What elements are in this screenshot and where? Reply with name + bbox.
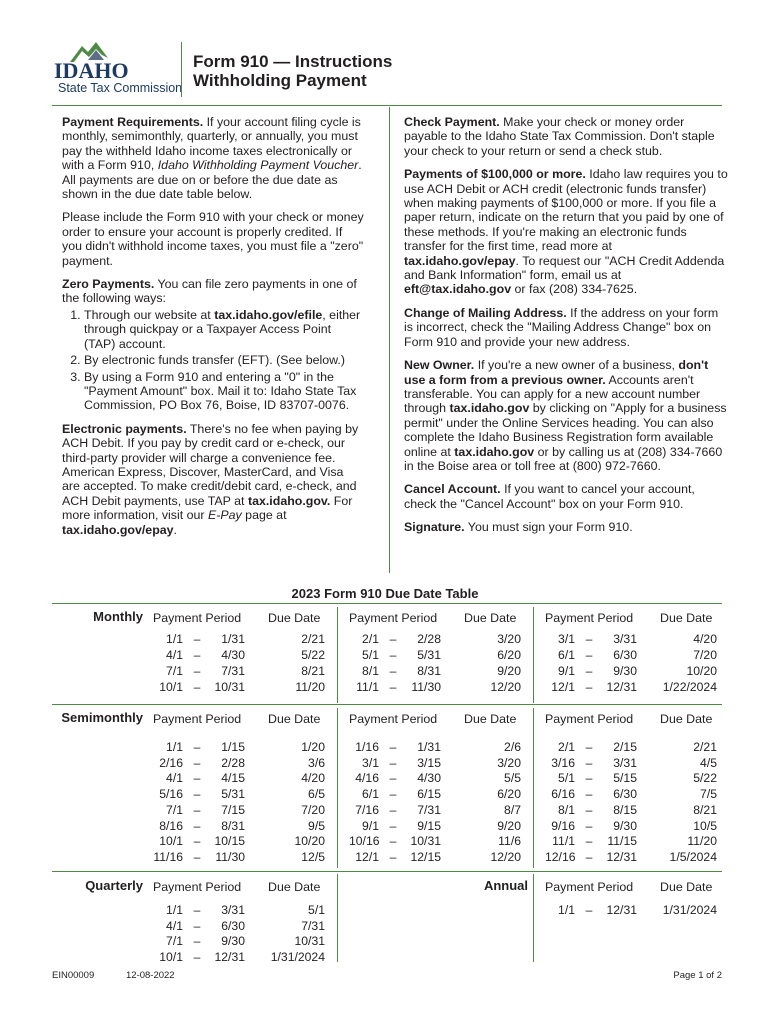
due-date: 2/6 [504, 740, 521, 754]
due-date: 7/5 [700, 787, 717, 802]
group-label-quarterly: Quarterly [85, 878, 143, 893]
due-date: 2/21 [693, 740, 717, 754]
table-row [153, 919, 333, 934]
column-header-due: Due Date [464, 712, 517, 726]
period-dash: – [193, 680, 201, 694]
period-start: 6/16 [551, 787, 575, 802]
table-row [153, 648, 333, 663]
period-dash: – [193, 632, 201, 646]
right-column [404, 115, 728, 544]
period-start: 9/1 [362, 818, 379, 833]
period-dash: – [389, 818, 397, 833]
table-row [545, 834, 725, 849]
period-end: 3/15 [417, 755, 441, 770]
column-header-period: Payment Period [153, 880, 242, 894]
table-column-rule [533, 874, 534, 962]
check-payment: Check Payment. Make your check or money order payable to the Idaho State Tax Commission. Don't staple your check to your return or send a check stub. [404, 115, 715, 158]
new-owner: New Owner. If you're a new owner of a business, don't use a form from a previous owner. Accounts aren't transferable. You can apply for a new account number through tax.idaho.gov by clicking on "Apply for a business permit" under the Online Services heading. You can also complete the Idaho Business Registration form available online at tax.idaho.gov or by calling us at (208) 334-7660 in the Boise area or toll free at (800) 972-7660. [404, 358, 727, 473]
due-date: 8/21 [301, 664, 325, 678]
table-rule [52, 603, 722, 604]
table-title: 2023 Form 910 Due Date Table [291, 586, 479, 601]
period-start: 2/16 [159, 755, 183, 770]
period-dash: – [585, 740, 593, 754]
period-start: 3/1 [558, 632, 575, 646]
group-label-semimonthly: Semimonthly [61, 710, 143, 725]
period-dash: – [389, 680, 397, 694]
list-item: 1. Through our website at tax.idaho.gov/efile, either through quickpay or a Taxpayer Access Point (TAP) account. [84, 308, 364, 351]
due-date: 9/20 [497, 664, 521, 678]
period-start: 5/1 [362, 648, 379, 662]
table-row [349, 771, 529, 786]
table-row [545, 819, 725, 834]
period-dash: – [389, 849, 397, 864]
page-subtitle: Withholding Payment [193, 71, 367, 90]
due-date: 9/20 [497, 818, 521, 833]
period-dash: – [585, 802, 593, 817]
header-divider [181, 42, 182, 97]
table-row [153, 756, 333, 771]
table-row [153, 903, 333, 918]
table-row [349, 664, 529, 679]
table-row [349, 850, 529, 865]
period-end: 7/31 [417, 802, 441, 817]
efile-link[interactable]: tax.idaho.gov/efile [214, 307, 323, 322]
period-start: 3/16 [551, 755, 575, 770]
table-row [153, 950, 333, 965]
table-row [153, 740, 333, 755]
table-row [545, 787, 725, 802]
eft-email-link[interactable]: eft@tax.idaho.gov [404, 282, 512, 297]
period-end: 4/30 [417, 771, 441, 786]
cancel-account: Cancel Account. If you want to cancel your account, check the "Cancel Account" box on your Form 910. [404, 482, 695, 511]
due-date: 9/5 [308, 818, 325, 833]
period-dash: – [389, 771, 397, 786]
period-end: 7/31 [221, 664, 245, 678]
period-dash: – [193, 648, 201, 662]
period-dash: – [193, 771, 201, 786]
period-dash: – [389, 648, 397, 662]
left-column [62, 115, 364, 546]
logo-subtitle: State Tax Commission [58, 81, 183, 95]
period-start: 1/1 [558, 903, 575, 917]
due-date: 2/21 [301, 632, 325, 646]
due-date: 5/22 [693, 771, 717, 786]
period-start: 11/1 [552, 834, 575, 849]
svg-text:IDAHO: IDAHO [54, 58, 129, 83]
period-end: 2/15 [613, 740, 637, 754]
period-start: 9/1 [558, 664, 575, 678]
period-start: 11/1 [356, 680, 379, 694]
period-end: 8/15 [613, 802, 637, 817]
zero-payment-list [62, 308, 364, 413]
period-dash: – [193, 755, 201, 770]
table-row [153, 680, 333, 695]
signature: Signature. You must sign your Form 910. [404, 520, 633, 535]
period-dash: – [193, 849, 201, 864]
period-end: 6/30 [221, 918, 245, 933]
period-end: 7/15 [221, 802, 245, 817]
large-payments: Payments of $100,000 or more. Idaho law requires you to use ACH Debit or ACH credit (electronic funds transfer) when making payments of $100,000 or more. If you file a paper return, indicate on the return that you paid by one of these methods. If you're making an electronic funds transfer for the first time, read more at tax.idaho.gov/epay. To request our "ACH Credit Addenda and Bank Information" form, email us at eft@tax.idaho.gov or fax (208) 334-7625. [404, 167, 728, 297]
table-row [545, 850, 725, 865]
due-date: 7/20 [301, 802, 325, 817]
table-row [349, 787, 529, 802]
due-date: 5/22 [301, 648, 325, 662]
due-date: 3/20 [497, 755, 521, 770]
due-date: 1/31/2024 [662, 903, 717, 917]
list-item: 2. By electronic funds transfer (EFT). (See below.) [84, 353, 364, 367]
period-start: 1/1 [166, 903, 183, 917]
due-date: 7/31 [301, 918, 325, 933]
table-row [545, 803, 725, 818]
period-start: 8/16 [159, 818, 183, 833]
table-row [153, 834, 333, 849]
due-date: 4/20 [301, 771, 325, 786]
group-label-annual: Annual [483, 878, 528, 893]
period-dash: – [585, 834, 593, 849]
period-end: 6/15 [417, 787, 441, 802]
table-row [349, 680, 529, 695]
period-start: 2/1 [558, 740, 575, 754]
period-end: 9/30 [613, 664, 637, 678]
due-date: 5/1 [308, 903, 325, 917]
period-start: 3/1 [362, 755, 379, 770]
due-date: 10/20 [686, 664, 717, 678]
revision-date: 12-08-2022 [126, 970, 175, 981]
header-rule [52, 105, 722, 106]
period-start: 8/1 [362, 664, 379, 678]
period-start: 4/1 [166, 771, 183, 786]
table-row [545, 903, 725, 918]
column-header-due: Due Date [464, 611, 517, 625]
due-date: 3/6 [308, 755, 325, 770]
period-end: 6/30 [613, 648, 637, 662]
due-date: 10/31 [294, 934, 325, 949]
column-header-due: Due Date [660, 611, 713, 625]
period-dash: – [193, 950, 201, 965]
due-date: 8/21 [693, 802, 717, 817]
period-end: 12/15 [410, 849, 441, 864]
address-change: Change of Mailing Address. If the address on your form is incorrect, check the "Mailing Address Change" box on Form 910 and provide your new address. [404, 305, 719, 349]
period-start: 5/16 [159, 787, 183, 802]
period-dash: – [389, 834, 397, 849]
period-end: 2/28 [221, 755, 245, 770]
tap-link[interactable]: tax.idaho.gov. [247, 493, 331, 508]
period-dash: – [585, 632, 593, 646]
due-date: 4/20 [693, 632, 717, 646]
period-end: 1/15 [221, 740, 245, 754]
column-header-period: Payment Period [545, 880, 634, 894]
column-header-due: Due Date [268, 712, 321, 726]
tax-site-link[interactable]: tax.idaho.gov [454, 444, 535, 459]
period-end: 8/31 [417, 664, 441, 678]
period-end: 12/31 [214, 950, 245, 965]
period-end: 10/31 [214, 680, 245, 694]
table-column-rule [533, 607, 534, 703]
include-form-note: Please include the Form 910 with your check or money order to ensure your account is properly credited. If you didn't withhold income taxes, you must file a "zero" payment. [62, 210, 364, 268]
period-end: 3/31 [221, 903, 245, 917]
period-end: 10/15 [214, 834, 245, 849]
period-dash: – [585, 755, 593, 770]
period-dash: – [193, 834, 201, 849]
period-end: 2/28 [417, 632, 441, 646]
period-start: 10/1 [159, 950, 183, 965]
period-dash: – [389, 664, 397, 678]
period-end: 1/31 [221, 632, 245, 646]
period-dash: – [585, 771, 593, 786]
zero-payments: Zero Payments. You can file zero payments in one of the following ways: [62, 277, 357, 306]
table-row [545, 740, 725, 755]
period-end: 4/15 [221, 771, 245, 786]
table-row [349, 819, 529, 834]
due-date: 6/20 [497, 787, 521, 802]
period-dash: – [193, 787, 201, 802]
period-start: 9/16 [551, 818, 575, 833]
table-row [349, 803, 529, 818]
period-end: 10/31 [410, 834, 441, 849]
table-column-rule [337, 874, 338, 962]
due-date: 5/5 [504, 771, 521, 786]
table-row [153, 664, 333, 679]
period-start: 7/1 [166, 934, 183, 949]
epay-link[interactable]: tax.idaho.gov/epay [404, 253, 516, 268]
period-end: 12/31 [606, 849, 637, 864]
table-group-rule [52, 704, 722, 705]
period-dash: – [193, 818, 201, 833]
form-id: EIN00009 [52, 970, 95, 981]
due-date: 10/20 [294, 834, 325, 849]
column-header-period: Payment Period [349, 611, 438, 625]
period-end: 11/15 [607, 834, 637, 849]
period-start: 8/1 [558, 802, 575, 817]
column-header-period: Payment Period [545, 712, 634, 726]
tax-site-link[interactable]: tax.idaho.gov [449, 401, 530, 416]
period-dash: – [193, 918, 201, 933]
table-row [153, 934, 333, 949]
due-date: 1/31/2024 [270, 950, 325, 965]
column-header-period: Payment Period [349, 712, 438, 726]
column-divider [389, 107, 390, 573]
period-start: 4/1 [166, 648, 183, 662]
period-start: 2/1 [362, 632, 379, 646]
table-row [153, 771, 333, 786]
period-start: 10/1 [159, 680, 183, 694]
period-dash: – [585, 787, 593, 802]
period-end: 9/15 [417, 818, 441, 833]
due-date: 1/22/2024 [662, 680, 717, 694]
table-row [545, 664, 725, 679]
period-end: 11/30 [215, 849, 245, 864]
column-header-period: Payment Period [153, 712, 242, 726]
table-column-rule [337, 708, 338, 868]
due-date: 12/5 [301, 849, 325, 864]
period-dash: – [585, 648, 593, 662]
period-start: 12/1 [355, 849, 379, 864]
period-dash: – [193, 802, 201, 817]
period-dash: – [585, 903, 593, 917]
period-dash: – [389, 802, 397, 817]
period-end: 5/31 [417, 648, 441, 662]
epay-link[interactable]: tax.idaho.gov/epay [62, 522, 174, 537]
table-row [349, 756, 529, 771]
period-dash: – [389, 755, 397, 770]
due-date: 3/20 [497, 632, 521, 646]
payment-requirements: Payment Requirements. If your account filing cycle is monthly, semimonthly, quarterly, or annually, you must pay the withheld Idaho income taxes electronically or with a Form 910, Idaho Withholding Payment Voucher. All payments are due on or before the due date as shown in the due date table below. [62, 115, 362, 202]
period-start: 7/1 [166, 802, 183, 817]
period-end: 9/30 [613, 818, 637, 833]
due-date: 11/20 [295, 680, 325, 694]
table-row [153, 787, 333, 802]
list-item: 3. By using a Form 910 and entering a "0" in the "Payment Amount" box. Mail it to: Idaho State Tax Commission, PO Box 76, Boise, ID 83707-0076. [84, 370, 364, 413]
period-end: 3/31 [613, 755, 637, 770]
period-dash: – [585, 818, 593, 833]
period-end: 5/31 [221, 787, 245, 802]
period-end: 3/31 [613, 632, 637, 646]
period-start: 4/1 [166, 918, 183, 933]
table-row [349, 834, 529, 849]
period-start: 6/1 [558, 648, 575, 662]
table-row [349, 648, 529, 663]
period-end: 11/30 [411, 680, 441, 694]
period-start: 7/16 [355, 802, 379, 817]
due-date: 7/20 [693, 648, 717, 662]
table-row [349, 740, 529, 755]
due-date: 12/20 [490, 680, 521, 694]
column-header-due: Due Date [268, 611, 321, 625]
table-row [545, 648, 725, 663]
table-row [545, 680, 725, 695]
table-column-rule [533, 708, 534, 868]
period-start: 6/1 [362, 787, 379, 802]
table-group-rule [52, 871, 722, 872]
table-column-rule [337, 607, 338, 703]
table-row [545, 771, 725, 786]
period-start: 1/16 [355, 740, 379, 754]
table-row [545, 756, 725, 771]
column-header-period: Payment Period [153, 611, 242, 625]
period-dash: – [389, 740, 397, 754]
period-end: 6/30 [613, 787, 637, 802]
period-start: 10/16 [349, 834, 380, 849]
period-start: 1/1 [166, 740, 183, 754]
page-number: Page 1 of 2 [673, 970, 722, 981]
page-title: Form 910 — Instructions [193, 52, 393, 71]
due-date: 1/5/2024 [669, 849, 717, 864]
period-dash: – [193, 903, 201, 917]
table-row [153, 819, 333, 834]
group-label-monthly: Monthly [93, 609, 143, 624]
column-header-period: Payment Period [545, 611, 634, 625]
period-end: 1/31 [417, 740, 441, 754]
period-start: 12/1 [551, 680, 575, 694]
period-end: 8/31 [221, 818, 245, 833]
table-row [153, 850, 333, 865]
period-dash: – [193, 740, 201, 754]
period-dash: – [389, 632, 397, 646]
electronic-payments: Electronic payments. There's no fee when paying by ACH Debit. If you pay by credit card or e-check, our third-party provider will charge a convenience fee. American Express, Discover, MasterCard, and Visa are accepted. To make credit/debit card, e-check, and ACH Debit payments, use TAP at tax.idaho.gov. For more information, visit our E-Pay page at tax.idaho.gov/epay. [62, 421, 359, 537]
due-date: 11/20 [687, 834, 717, 849]
period-start: 7/1 [166, 664, 183, 678]
due-date: 8/7 [504, 802, 521, 817]
table-row [545, 632, 725, 647]
period-start: 1/1 [166, 632, 183, 646]
due-date: 10/5 [693, 818, 717, 833]
period-start: 4/16 [355, 771, 379, 786]
period-dash: – [193, 934, 201, 949]
column-header-due: Due Date [660, 880, 713, 894]
period-start: 12/16 [545, 849, 576, 864]
column-header-due: Due Date [268, 880, 321, 894]
period-dash: – [585, 664, 593, 678]
due-date: 6/20 [497, 648, 521, 662]
period-end: 9/30 [221, 934, 245, 949]
period-end: 5/15 [613, 771, 637, 786]
due-date: 4/5 [700, 755, 717, 770]
period-dash: – [193, 664, 201, 678]
period-start: 5/1 [558, 771, 575, 786]
column-header-due: Due Date [660, 712, 713, 726]
period-dash: – [585, 680, 593, 694]
due-date: 6/5 [308, 787, 325, 802]
period-start: 11/16 [153, 849, 183, 864]
due-date: 12/20 [490, 849, 521, 864]
period-start: 10/1 [159, 834, 183, 849]
period-end: 4/30 [221, 648, 245, 662]
table-row [349, 632, 529, 647]
due-date: 11/6 [498, 834, 521, 849]
due-date: 1/20 [301, 740, 325, 754]
period-end: 12/31 [606, 903, 637, 917]
period-dash: – [585, 849, 593, 864]
period-dash: – [389, 787, 397, 802]
table-row [153, 803, 333, 818]
period-end: 12/31 [606, 680, 637, 694]
table-row [153, 632, 333, 647]
